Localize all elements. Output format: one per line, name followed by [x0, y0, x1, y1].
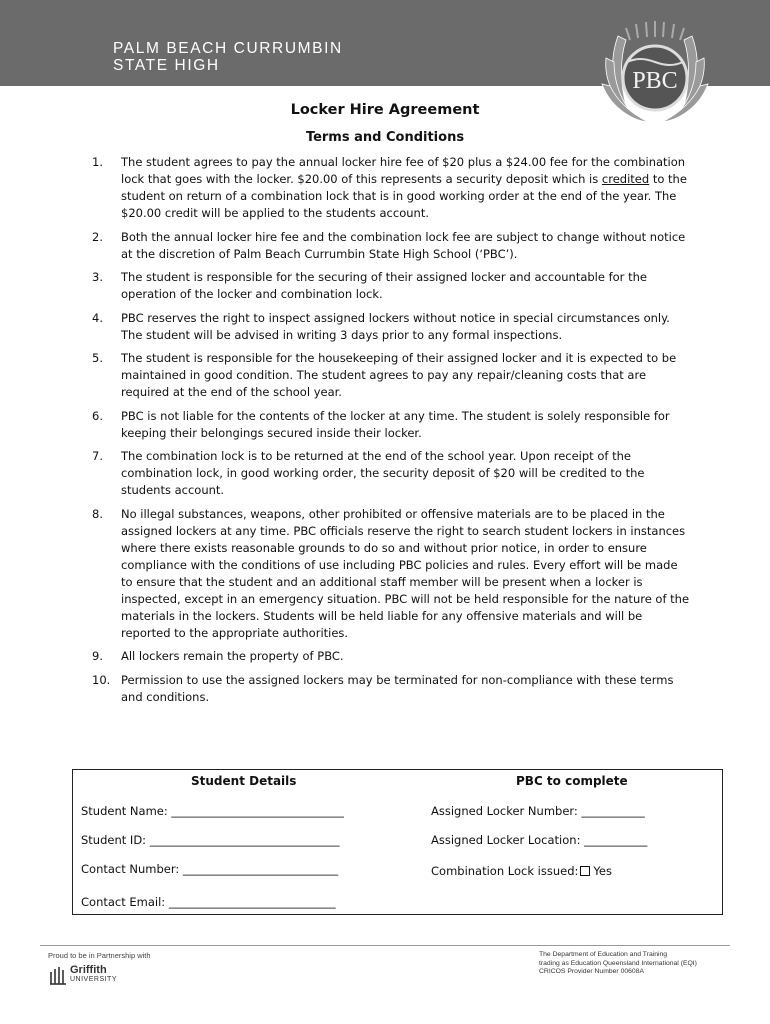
school-name-line1: PALM BEACH CURRUMBIN	[113, 40, 343, 57]
pbc-complete-heading: PBC to complete	[516, 774, 628, 788]
contact-number-field[interactable]: Contact Number: ___________________________	[81, 862, 339, 876]
term-number: 7.	[92, 449, 103, 463]
logo-text: PBC	[632, 68, 678, 94]
locker-number-field[interactable]: Assigned Locker Number: ___________	[431, 804, 645, 818]
term-item	[92, 648, 692, 665]
term-text	[121, 154, 692, 222]
term-item	[92, 672, 692, 706]
griffith-sub: UNIVERSITY	[70, 976, 118, 983]
term-item	[92, 310, 692, 344]
term-text: The student is responsible for the securing of their assigned locker and accountable for the operation of the locker and combination lock.	[121, 270, 647, 301]
lock-issued-field	[431, 864, 612, 878]
lock-issued-label: Combination Lock issued:	[431, 864, 579, 878]
locker-location-field[interactable]: Assigned Locker Location: ___________	[431, 833, 648, 847]
department-text	[539, 951, 697, 977]
term-number: 1.	[92, 155, 103, 169]
term-text: PBC reserves the right to inspect assigned lockers without notice in special circumstances only. The student will be advised in writing 3 days prior to any formal inspections.	[121, 310, 670, 342]
term-underlined-word: credited	[601, 172, 650, 186]
school-name	[113, 40, 343, 74]
term-number: 9.	[92, 649, 103, 663]
details-box	[72, 769, 723, 915]
term-item	[92, 448, 692, 499]
term-number: 2.	[92, 229, 103, 244]
griffith-name: Griffith	[70, 964, 107, 976]
term-number: 10.	[92, 672, 111, 687]
term-text: Permission to use the assigned lockers may be terminated for non-compliance with these terms and conditions.	[121, 672, 674, 704]
term-item	[92, 350, 692, 401]
term-number: 3.	[92, 270, 103, 284]
school-name-line2: STATE HIGH	[113, 57, 220, 74]
contact-email-field[interactable]: Contact Email: _____________________________	[81, 895, 336, 909]
term-item	[92, 229, 692, 263]
term-number: 4.	[92, 310, 103, 325]
student-id-field[interactable]: Student ID: _________________________________	[81, 833, 340, 847]
student-details-heading: Student Details	[191, 774, 297, 788]
page-subtitle: Terms and Conditions	[305, 130, 465, 145]
terms-list	[92, 154, 692, 712]
department-line: CRICOS Provider Number 00608A	[539, 968, 645, 976]
term-number: 8.	[92, 506, 103, 521]
term-text: No illegal substances, weapons, other prohibited or offensive materials are to be placed in the assigned lockers at any time. PBC officials reserve the right to search student lockers in instances where there exists reasonable grounds to do so and without prior notice, in order to ensure compliance with the conditions of use including PBC policies and rules. Every effort will be made to ensure that the student and an additional staff member will be present when a locker is inspected, except in an emergency situation. PBC will not be held responsible for the nature of the materials in the lockers. Students will be held liable for any offensive materials and will be reported to the appropriate authorities.	[121, 506, 690, 640]
lock-issued-checkbox[interactable]	[580, 866, 590, 876]
footer-divider	[40, 945, 730, 946]
term-text-part: to the student on return of a combination lock that is in good working order at the end of the year. The $20.00 credit will be applied to the students account.	[121, 172, 687, 220]
partnership-text: Proud to be in Partnership with	[48, 951, 151, 960]
term-number: 6.	[92, 408, 103, 423]
term-item	[92, 408, 692, 442]
term-text: All lockers remain the property of PBC.	[121, 649, 344, 663]
term-text: PBC is not liable for the contents of the locker at any time. The student is solely responsible for keeping their belongings secured inside their locker.	[121, 408, 670, 440]
term-item	[92, 154, 692, 222]
term-text-part: The student agrees to pay the annual locker hire fee of $20 plus a $24.00 fee for the combination lock that goes with the locker. $20.00 of this represents a security deposit which is	[121, 155, 686, 186]
term-item	[92, 269, 692, 303]
department-line: trading as Education Queensland International (EQI)	[539, 959, 697, 967]
term-number: 5.	[92, 351, 103, 365]
term-text: The student is responsible for the housekeeping of their assigned locker and it is expected to be maintained in good condition. The student agrees to pay any repair/cleaning costs that are required at the end of the school year.	[121, 351, 677, 399]
term-text: The combination lock is to be returned at the end of the school year. Upon receipt of the combination lock, in good working order, the security deposit of $20 will be credited to the students account.	[121, 449, 645, 497]
page-title: Locker Hire Agreement	[290, 102, 480, 118]
term-item	[92, 506, 692, 642]
department-line: The Department of Education and Training	[539, 951, 668, 958]
term-text: Both the annual locker hire fee and the combination lock fee are subject to change without notice at the discretion of Palm Beach Currumbin State High School (‘PBC’).	[121, 229, 686, 261]
lock-issued-option: Yes	[593, 864, 612, 878]
student-name-field[interactable]: Student Name: ______________________________	[81, 804, 344, 818]
